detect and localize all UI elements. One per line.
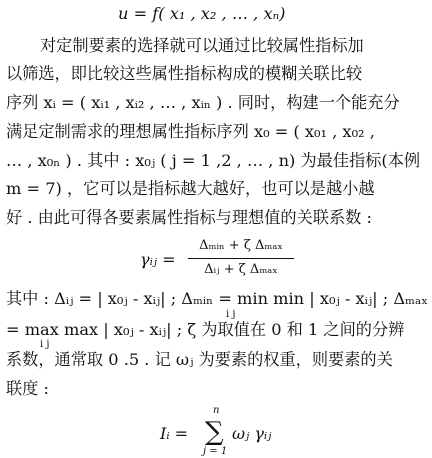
paragraph-1-line-4: 满足定制需求的理想属性指标序列 x₀ = ( x₀₁ , x₀₂ , — [6, 122, 375, 141]
sum-symbol: ∑ — [205, 417, 224, 447]
equation-denominator: Δᵢⱼ + ζ Δₘₐₓ — [204, 262, 278, 277]
definition-line-1-subscripts: i j — [226, 309, 236, 320]
paragraph-1-line-5: … , x₀ₙ ) . 其中 : x₀ⱼ ( j = 1 ,2 , … , n) 为最佳指标(本例 — [6, 151, 421, 170]
definition-line-2: = max max | x₀ⱼ - xᵢⱼ| ; ζ 为取值在 0 和 1 之间的分辨 — [6, 320, 405, 339]
sum-lower-limit: j = 1 — [203, 446, 228, 457]
formula-top: u = f( x₁ , x₂ , … , xₙ) — [118, 4, 286, 23]
paragraph-2-line-1: 系数，通常取 0 .5 . 记 ωⱼ 为要素的权重，则要素的关 — [6, 350, 393, 369]
paragraph-2-line-2: 联度 : — [6, 379, 49, 398]
paragraph-1-line-2: 以筛选，即比较这些属性指标构成的模糊关联比较 — [6, 64, 363, 83]
paragraph-1-line-3: 序列 xᵢ = ( xᵢ₁ , xᵢ₂ , … , xᵢₙ ) . 同时，构建一个能充分 — [6, 93, 400, 112]
sum-upper-limit: n — [213, 405, 220, 416]
fraction-bar — [188, 258, 294, 259]
equation-numerator: Δₘᵢₙ + ζ Δₘₐₓ — [199, 238, 283, 253]
definition-line-1: 其中 : Δᵢⱼ = | x₀ⱼ - xᵢⱼ| ; Δₘᵢₙ = min min | x₀ⱼ - xᵢⱼ| ; Δₘₐₓ — [6, 289, 429, 308]
definition-line-2-subscripts: i j — [40, 339, 50, 350]
paragraph-1-line-1: 对定制要素的选择就可以通过比较属性指标加 — [40, 36, 364, 55]
paragraph-1-line-7: 好 . 由此可得各要素属性指标与理想值的关联系数 : — [6, 208, 372, 227]
equation-lhs: γᵢⱼ = — [140, 250, 176, 269]
paragraph-1-line-6: m = 7) ，它可以是指标越大越好，也可以是越小越 — [6, 179, 375, 198]
equation-3-rhs: ωⱼ γᵢⱼ — [232, 424, 272, 443]
equation-3-lhs: Iᵢ = — [160, 424, 189, 443]
